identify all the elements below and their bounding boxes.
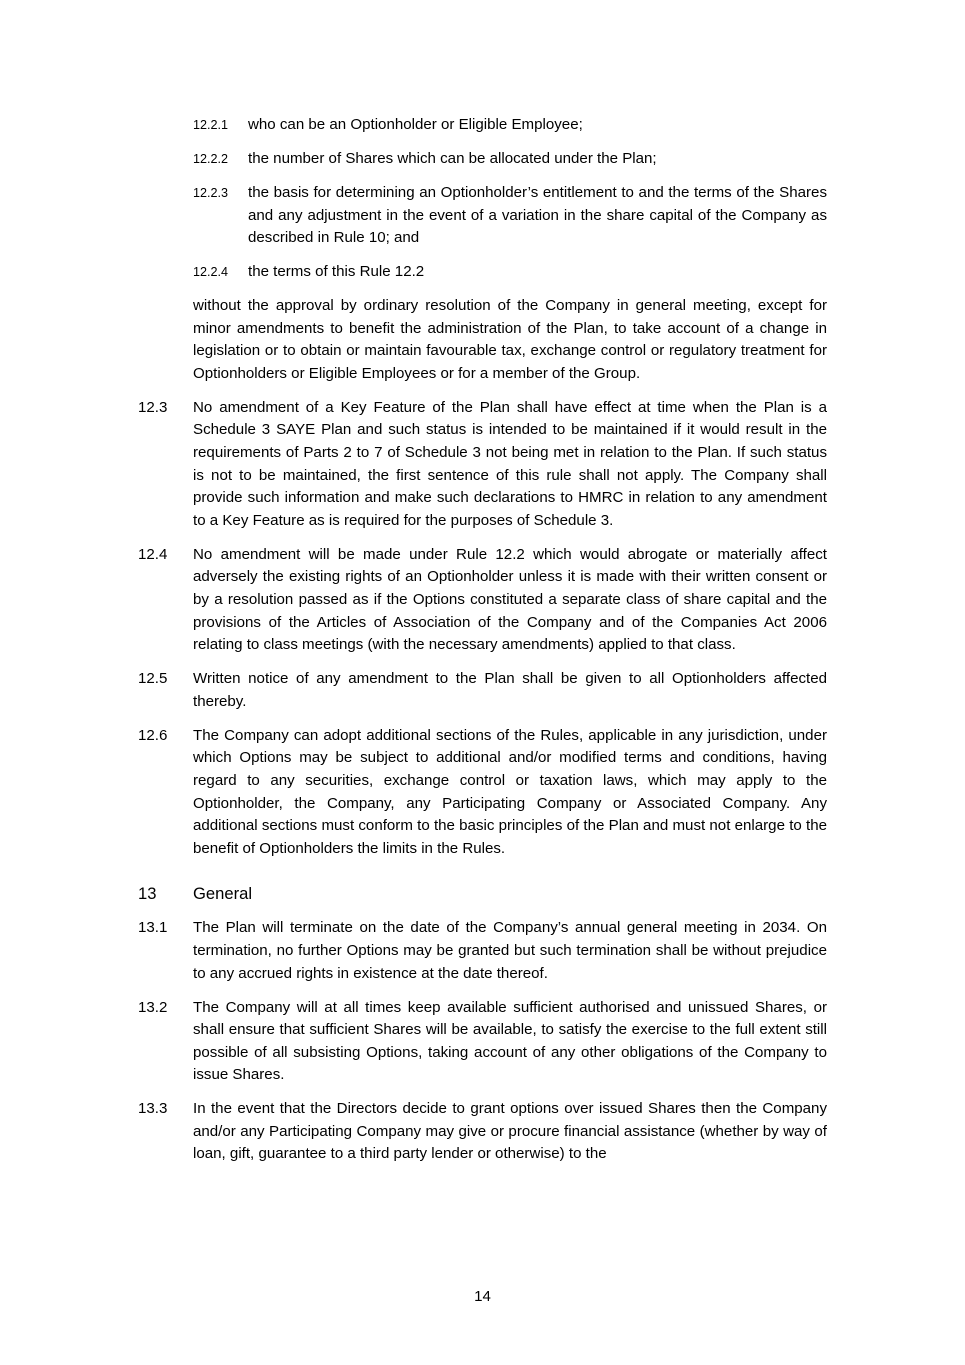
clause-number: 12.5 xyxy=(138,670,168,688)
clause-12-3 xyxy=(138,397,827,533)
section-number: 13 xyxy=(138,884,157,904)
clause-number: 12.6 xyxy=(138,726,168,744)
sub-clause-12-2-3 xyxy=(193,182,827,250)
clause-text: No amendment of a Key Feature of the Plan shall have effect at time when the Plan is a Schedule 3 SAYE Plan and such status is intended to be maintained if it would result in the requirements of Parts 2 to 7 of Schedule 3 not being met in relation to the Plan. If such status is not to be maintained, the first sentence of this rule shall not apply. The Company shall provide such information and make such declarations to HMRC in relation to any amendment to a Key Feature as is required for the purposes of Schedule 3. xyxy=(193,398,827,529)
clause-text: In the event that the Directors decide to grant options over issued Shares then the Company and/or any Participating Company may give or procure financial assistance (whether by way of loan, gift, guarantee to a third party lender or otherwise) to the xyxy=(193,1100,827,1163)
sub-clause-number: 12.2.1 xyxy=(193,118,229,132)
sub-clause-12-2-1 xyxy=(193,114,827,137)
clause-number: 13.3 xyxy=(138,1100,168,1118)
sub-clause-number: 12.2.4 xyxy=(193,265,229,280)
sub-clause-12-2-4 xyxy=(193,261,827,284)
clause-13-1 xyxy=(138,917,827,985)
clause-number: 13.1 xyxy=(138,919,168,937)
section-heading-13 xyxy=(138,883,827,906)
sub-clause-12-2-2 xyxy=(193,148,827,171)
sub-clause-text: the terms of this Rule 12.2 xyxy=(248,263,425,281)
clause-13-2 xyxy=(138,997,827,1087)
clause-text: The Company can adopt additional sections of the Rules, applicable in any jurisdiction, under which Options may be subject to additional and/or modified terms and conditions, having regard to any securities, exchange control or taxation laws, which may apply to the Optionholder, the Company, any Participating Company or Associated Company. Any additional sections must conform to the basic principles of the Plan and must not enlarge to the benefit of Optionholders the limits in the Rules. xyxy=(193,726,827,857)
clause-text: The Plan will terminate on the date of the Company’s annual general meeting in 2034. On termination, no further Options may be granted but such termination shall be without prejudice to any accrued rights in existence at the date thereof. xyxy=(193,919,827,982)
clause-12-5 xyxy=(138,668,827,713)
clause-13-3 xyxy=(138,1098,827,1166)
clause-text: Written notice of any amendment to the Plan shall be given to all Optionholders affected thereby. xyxy=(193,670,827,710)
sub-clause-text: the basis for determining an Optionholder’s entitlement to and the terms of the Shares and any adjustment in the event of a variation in the share capital of the Company as described in Rule 10; and xyxy=(248,183,827,247)
clause-12-4 xyxy=(138,544,827,657)
clause-text: The Company will at all times keep available sufficient authorised and unissued Shares, or shall ensure that sufficient Shares will be available, to satisfy the exercise to the full extent still possible of all subsisting Options, taking account of any other obligations of the Company to issue Shares. xyxy=(193,998,827,1084)
clause-number: 12.4 xyxy=(138,545,168,563)
sub-clause-text: who can be an Optionholder or Eligible Employee; xyxy=(248,116,583,133)
clause-12-6 xyxy=(138,725,827,861)
sub-clause-number: 12.2.2 xyxy=(193,151,229,166)
clause-number: 13.2 xyxy=(138,998,168,1016)
document-body xyxy=(138,114,827,1177)
clause-text: No amendment will be made under Rule 12.2 which would abrogate or materially affect adversely the existing rights of an Optionholder unless it is made with their written consent or by a resolution passed as if the Options constituted a separate class of share capital and the provisions of the Articles of Association of the Company and of the Companies Act 2006 relating to class meetings (with the necessary amendments) applied to that class. xyxy=(193,545,827,654)
section-title: General xyxy=(193,884,253,904)
sub-clause-text: the number of Shares which can be allocated under the Plan; xyxy=(248,149,657,167)
clause-number: 12.3 xyxy=(138,398,168,416)
clause-12-2-continuation: without the approval by ordinary resolution of the Company in general meeting, except for minor amendments to benefit the administration of the Plan, to take account of a change in legislation or to obtain or maintain favourable tax, exchange control or regulatory treatment for Optionholders or Eligible Employees or for a member of the Group. xyxy=(193,297,827,382)
page-number: 14 xyxy=(474,1288,491,1305)
sub-clause-number: 12.2.3 xyxy=(193,185,229,200)
